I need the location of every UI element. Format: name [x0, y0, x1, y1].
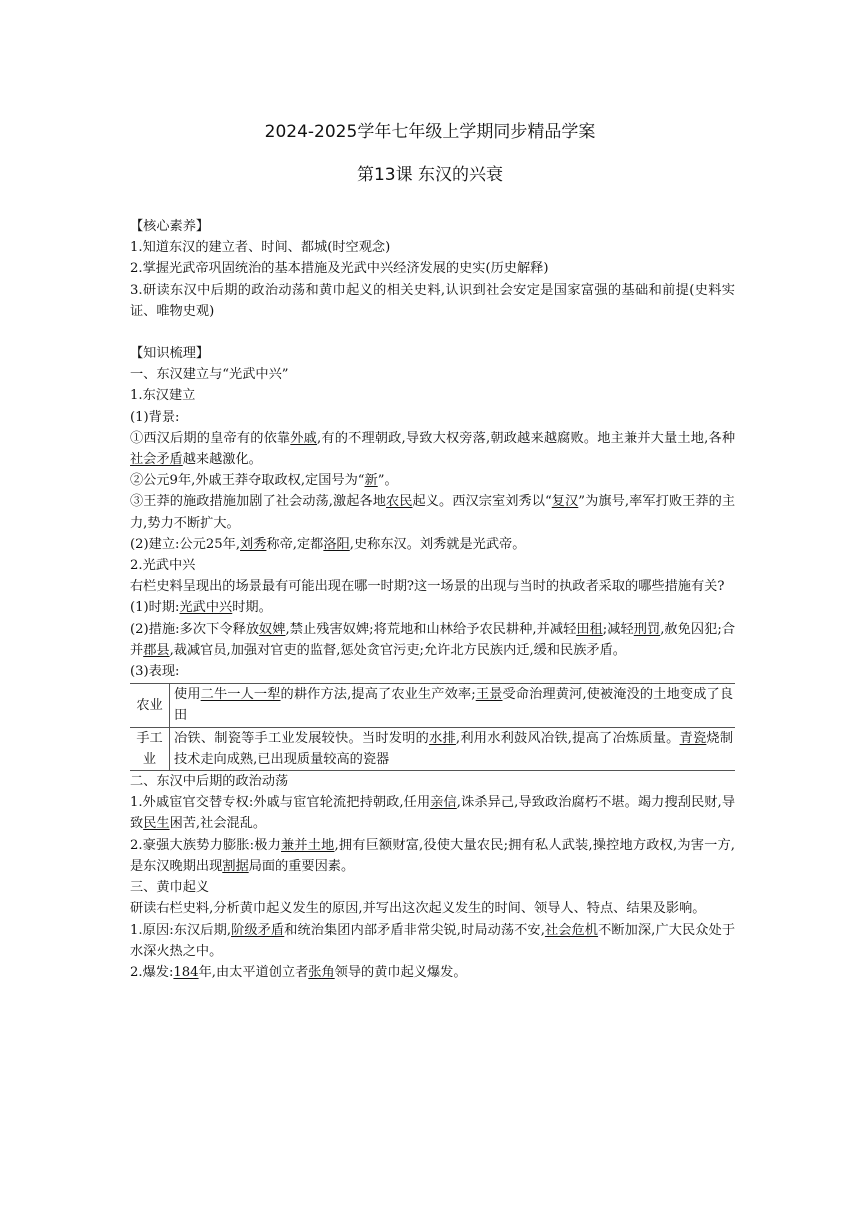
- paragraph: 1.外戚宦官交替专权:外戚与宦官轮流把持朝政,任用亲信,诛杀异己,导致政治腐朽不堪。竭力搜刮民财,导致民生困苦,社会混乱。: [130, 795, 736, 832]
- performance-table: [130, 683, 735, 771]
- keyword: 民生: [143, 816, 170, 832]
- measures: (2)措施:多次下令释放奴婢,禁止残害奴婢;将荒地和山林给予农民耕种,并减轻田租;减轻刑罚,赦免囚犯;合并郡县,裁减官员,加强对官吏的监督,惩处贪官污吏;允许北方民族内迁,缓和民族矛盾。: [130, 621, 736, 658]
- document-title: 2024-2025学年七年级上学期同步精品学案: [264, 122, 596, 142]
- table-header-cell: 手工业: [130, 727, 170, 770]
- keyword: 二牛一人一犁: [200, 687, 281, 703]
- period: (1)时期:光武中兴时期。: [130, 600, 272, 616]
- keyword: 刘秀: [240, 536, 267, 552]
- paragraph: 1.原因:东汉后期,阶级矛盾和统治集团内部矛盾非常尖锐,时局动荡不安,社会危机不断加深,广大民众处于水深火热之中。: [130, 922, 736, 959]
- section-title: 二、东汉中后期的政治动荡: [130, 774, 289, 790]
- keyword: 兼并土地: [281, 837, 335, 853]
- background-item-2: ②公元9年,外戚王莽夺取政权,定国号为“新”。: [130, 473, 398, 489]
- question: 右栏史料呈现出的场景最有可能出现在哪一时期?这一场景的出现与当时的执政者采取的哪些措施有关?: [130, 579, 725, 595]
- keyword: 光武中兴: [179, 600, 233, 616]
- keyword: 郡县: [143, 642, 170, 658]
- core-item: 1.知道东汉的建立者、时间、都城(时空观念): [130, 240, 391, 256]
- background-item-1: ①西汉后期的皇帝有的依靠外戚,有的不理朝政,导致大权旁落,朝政越来越腐败。地主兼并大量土地,各种社会矛盾越来越激化。: [130, 430, 736, 468]
- keyword: 新: [364, 473, 378, 489]
- core-item: 3.研读东汉中后期的政治动荡和黄巾起义的相关史料,认识到社会安定是国家富强的基础和前提(史料实证、唯物史观): [130, 282, 735, 319]
- lesson-title: 第13课 东汉的兴衰: [356, 165, 504, 185]
- paragraph: 2.豪强大族势力膨胀:极力兼并土地,拥有巨额财富,役使大量农民;拥有私人武装,操控地方政权,为害一方,是东汉晚期出现割据局面的重要因素。: [130, 837, 736, 874]
- paragraph: 2.爆发:184年,由太平道创立者张角领导的黄巾起义爆发。: [130, 964, 467, 980]
- content-body: [130, 216, 735, 983]
- keyword: 阶级矛盾: [231, 922, 285, 938]
- keyword: 外戚: [290, 430, 318, 446]
- table-header-cell: 农业: [130, 684, 170, 727]
- background-item-3: ③王莽的施政措施加剧了社会动荡,激起各地农民起义。西汉宗室刘秀以“复汉”为旗号,率军打败王莽的主力,势力不断扩大。: [130, 494, 736, 531]
- core-item: 2.掌握光武帝巩固统治的基本措施及光武中兴经济发展的史实(历史解释): [130, 261, 549, 277]
- subsection-title: 2.光武中兴: [130, 558, 196, 574]
- establishment: (2)建立:公元25年,刘秀称帝,定都洛阳,史称东汉。刘秀就是光武帝。: [130, 536, 526, 552]
- table-cell: 冶铁、制瓷等手工业发展较快。当时发明的水排,利用水利鼓风冶铁,提高了冶炼质量。青瓷烧制技术走向成熟,已出现质量较高的瓷器: [170, 727, 736, 770]
- keyword: 亲信: [430, 795, 457, 811]
- keyword: 张角: [308, 964, 335, 980]
- keyword: 复汉: [551, 494, 579, 510]
- keyword: 青瓷: [679, 730, 707, 746]
- keyword: 农民: [385, 494, 413, 510]
- table-cell: 使用二牛一人一犁的耕作方法,提高了农业生产效率;王景受命治理黄河,使被淹没的土地变成了良田: [170, 684, 736, 727]
- knowledge-heading: 【知识梳理】: [130, 346, 210, 362]
- keyword: 水排: [429, 730, 456, 746]
- table-row: [130, 727, 735, 770]
- section-title: 三、黄巾起义: [130, 880, 210, 896]
- keyword: 洛阳: [323, 536, 350, 552]
- performance-label: (3)表现:: [130, 664, 180, 680]
- background-label: (1)背景:: [130, 409, 180, 425]
- keyword: 奴婢: [259, 621, 286, 637]
- keyword: 王景: [475, 687, 503, 703]
- keyword: 184: [173, 964, 199, 980]
- section-title: 一、东汉建立与“光武中兴”: [130, 367, 289, 383]
- keyword: 社会矛盾: [130, 452, 183, 468]
- subsection-title: 1.东汉建立: [130, 388, 196, 404]
- table-row: [130, 684, 735, 727]
- keyword: 割据: [222, 858, 249, 874]
- core-heading: 【核心素养】: [130, 219, 210, 234]
- keyword: 田租: [576, 621, 603, 637]
- keyword: 刑罚: [633, 621, 661, 637]
- keyword: 社会危机: [544, 922, 599, 938]
- question: 研读右栏史料,分析黄巾起义发生的原因,并写出这次起义发生的时间、领导人、特点、结果及影响。: [130, 901, 706, 917]
